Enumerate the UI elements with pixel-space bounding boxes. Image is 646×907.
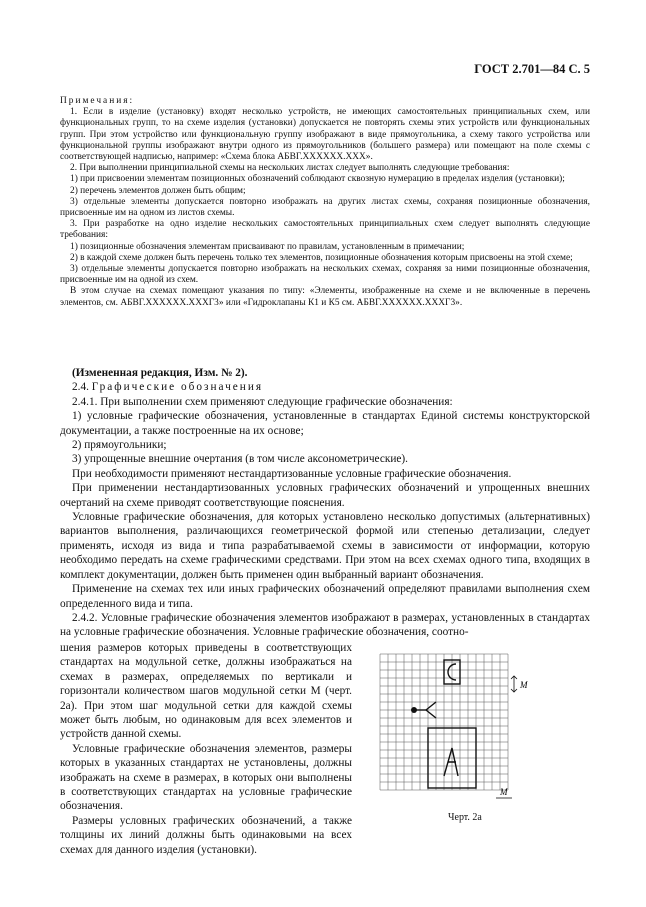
note-paragraph: 3) отдельные элементы допускается повторно изображать на других листах схемы, сохраняя позиционные обозначения, присвоенные им на одном из листов схемы.	[60, 196, 590, 219]
note-paragraph: 2) в каждой схеме должен быть перечень только тех элементов, позиционные обозначения которым присвоены на этой схеме;	[70, 252, 573, 263]
note-paragraph: 2) перечень элементов должен быть общим;	[70, 185, 246, 196]
wrapped-text	[60, 641, 352, 857]
main-text	[60, 366, 590, 640]
section-title: Графические обозначения	[91, 381, 264, 394]
revision-text: (Измененная редакция, Изм. № 2).	[72, 367, 248, 379]
section-heading	[60, 380, 590, 394]
paragraph: При применении нестандартизованных условных графических обозначений и упрощенных внешних очертаний на схеме приводят соответствующие пояснения.	[60, 482, 590, 509]
notes-block	[60, 96, 590, 309]
paragraph: Размеры условных графических обозначений, а также толщины их линий должны быть одинаковыми на всех схемах для данного изделия (установки).	[60, 814, 352, 856]
note-paragraph: 1) при присвоении элементам позиционных обозначений соблюдают сквозную нумерацию в пределах изделия (установки);	[70, 174, 565, 185]
note-paragraph: 3. При разработке на одно изделие нескольких самостоятельных принципиальных схем следует выполнять следующие требования:	[60, 219, 590, 241]
triangle-symbol	[444, 748, 458, 776]
dimension-label-right: M	[520, 680, 528, 690]
page-header: ГОСТ 2.701—84 С. 5	[474, 62, 590, 76]
dimension-label-bottom: M	[500, 787, 508, 797]
paragraph: 2.4.2. Условные графические обозначения элементов изображают в размерах, установленных в стандартах на условные графические обозначения. Условные графические обозначения, соотно-	[60, 611, 590, 639]
list-item: 2) прямоугольники;	[72, 439, 167, 452]
list-item: 1) условные графические обозначения, установленные в стандартах Единой системы конструкторской документации, а также построенные на их основе;	[60, 410, 590, 437]
notes-heading: Примечания:	[60, 96, 135, 106]
note-paragraph: 1) позиционные обозначения элементам присваивают по правилам, установленным в примечании;	[70, 241, 465, 252]
note-paragraph: В этом случае на схемах помещают указания по типу: «Элементы, изображенные на схеме и не включенные в перечень элементов, см. АБВГ.XXXXXX.XXXГ3» или «Гидроклапаны К1 и К5 см. АБВГ.XXXXXX.XXXГ3».	[60, 286, 590, 308]
paragraph: 2.4.1. При выполнении схем применяют следующие графические обозначения:	[72, 395, 453, 408]
note-paragraph: 2. При выполнении принципиальной схемы на нескольких листах следует выполнять следующие требования:	[70, 163, 510, 174]
paragraph: шения размеров которых приведены в соответствующих стандартах на модульной сетке, должны изображаться на схемах в размерах, определяемых по вертикали и горизонтали количеством шагов модульной сетки М (черт. 2а). При этом шаг модульной сетки для каждой схемы может быть любым, но одинаковым для всех элементов и устройств данной схемы.	[60, 642, 352, 741]
paragraph: При необходимости применяют нестандартизованные условные графические обозначения.	[72, 467, 512, 480]
note-paragraph: 1. Если в изделие (установку) входят несколько устройств, не имеющих самостоятельных принципиальных схем, или функциональных групп, то на схеме изделия (установки) допускается не повторять схемы этих устройств или функциональных групп. При этом устройство или функциональную группу изображают в виде прямоугольника, а схему такого устройства или функциональной группы изображают внутри одного из прямоугольников (большего размера) или помещают на поле схемы с соответствующей надписью, например: «Схема блока АБВГ.XXXXXX.XXX».	[60, 107, 590, 163]
figure-caption: Черт. 2а	[448, 812, 482, 823]
section-number: 2.4.	[72, 381, 89, 394]
paragraph: Применение на схемах тех или иных графических обозначений определяют правилами выполнения схем определенного вида и типа.	[60, 583, 590, 610]
revision-note	[60, 366, 590, 380]
paragraph: Условные графические обозначения элементов, размеры которых в указанных стандартах не установлены, должны изображать на схеме в размерах, в которых они выполнены в соответствующих стандартах на условные графические обозначения.	[60, 742, 352, 813]
note-paragraph: 3) отдельные элементы допускается повторно изображать на нескольких схемах, сохраняя за ними позиционные обозначения, присвоенные им на одной из схем.	[60, 264, 590, 286]
paragraph: Условные графические обозначения, для которых установлено несколько допустимых (альтернативных) вариантов выполнения, различающихся геометрической формой или степенью детализации, следует применять, исходя из вида и типа разрабатываемой схемы в зависимости от информации, которую необходимо передать на схеме графическими средствами. При этом на всех схемах одного типа, входящих в комплект документации, должен быть применен один выбранный вариант обозначения.	[60, 511, 590, 581]
modular-grid-figure	[378, 652, 568, 802]
list-item: 3) упрощенные внешние очертания (в том числе аксонометрические).	[72, 453, 408, 466]
